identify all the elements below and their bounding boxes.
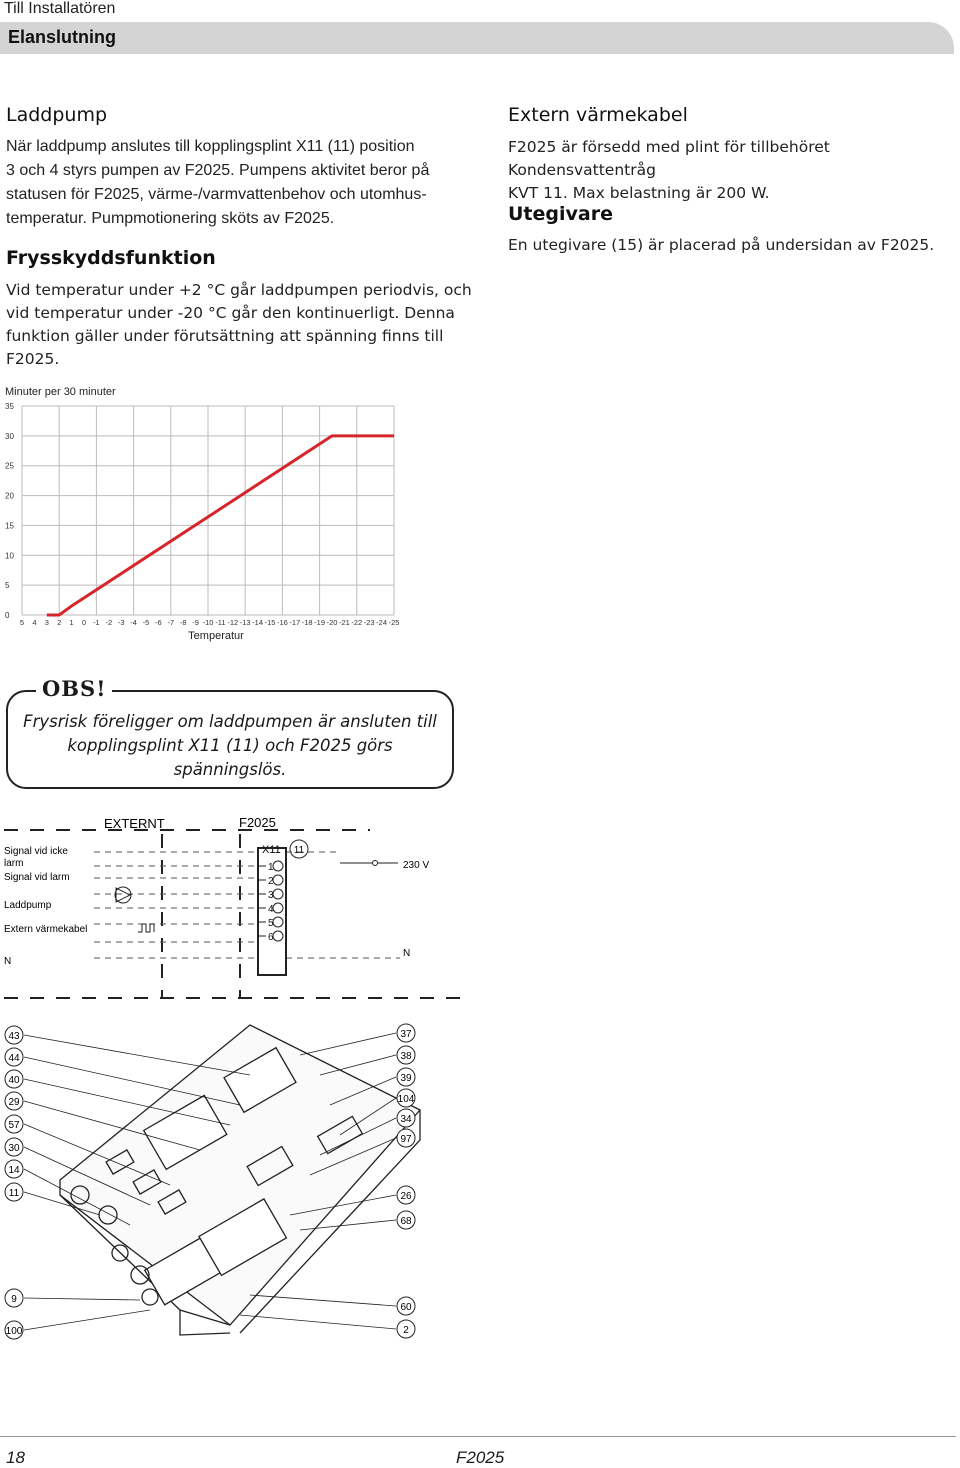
chart-x-tick-label: -24 (376, 618, 388, 627)
callout-ref: 29 (8, 1097, 20, 1108)
callout-ref: 37 (400, 1029, 412, 1040)
callout-ref: 44 (8, 1053, 20, 1064)
callout-ref: 26 (400, 1191, 412, 1202)
callout-leader (24, 1310, 150, 1330)
terminal-screw (273, 931, 283, 941)
obs-label: OBS! (36, 676, 112, 701)
heading-utegivare: Utegivare (508, 203, 613, 225)
heater-symbol (138, 924, 154, 932)
chart-x-ticks (20, 618, 400, 627)
callout-ref: 40 (8, 1075, 20, 1086)
laddpump-text: När laddpump anslutes till kopplingsplint X11 (11) position 3 och 4 styrs pumpen av F2025. Pumpens aktivitet beror på statusen för F2025, värme-/varmvattenbehov och utomhus- temperatur. Pumpmotionering sköts av F2025. (6, 138, 430, 227)
label-signal-ej-larm-1: Signal vid icke (4, 846, 68, 857)
terminal-screw (273, 861, 283, 871)
label-signal-ej-larm-2: larm (4, 858, 24, 869)
terminal-screw (273, 903, 283, 913)
chart-y-tick-label: 5 (5, 581, 10, 591)
chart-x-tick-label: -21 (338, 618, 350, 627)
chart-x-tick-label: -18 (301, 618, 313, 627)
label-n-right: N (403, 948, 411, 959)
frysskydd-text: Vid temperatur under +2 °C går laddpumpen periodvis, och vid temperatur under -20 °C går den kontinuerligt. Denna funktion gäller under förutsättning att spänning finns till F2025. (6, 281, 472, 368)
chart-x-tick-label: -8 (179, 618, 187, 627)
terminal-number: 3 (268, 890, 274, 901)
ref-11: 11 (293, 845, 305, 856)
callout-leader (240, 1315, 396, 1329)
terminal-screw (273, 917, 283, 927)
callout-ref: 11 (8, 1188, 20, 1199)
heading-frysskydd: Frysskyddsfunktion (6, 247, 216, 269)
label-laddpump: Laddpump (4, 900, 52, 911)
chart-x-tick-label: -19 (314, 618, 326, 627)
footer-product: F2025 (456, 1448, 505, 1467)
chart-x-tick-label: -22 (351, 618, 363, 627)
chart-x-tick-label: -4 (130, 618, 137, 627)
label-signal-larm: Signal vid larm (4, 872, 70, 883)
chart-y-tick-label: 10 (5, 551, 14, 561)
utegivare-text: En utegivare (15) är placerad på undersidan av F2025. (508, 236, 935, 254)
chapter-title: Till Installatören (4, 0, 116, 17)
terminal-screw (273, 875, 283, 885)
terminal-number: 4 (268, 904, 274, 915)
chart-x-tick-label: -9 (192, 618, 199, 627)
heading-extern-varmekabel: Extern värmekabel (508, 104, 688, 126)
chart-x-tick-label: -13 (239, 618, 251, 627)
footer-rule (0, 1436, 956, 1437)
terminal-number: 2 (268, 876, 274, 887)
callout-ref: 104 (397, 1094, 415, 1105)
chart-x-tick-label: -23 (363, 618, 375, 627)
chart-x-tick-label: -6 (155, 618, 162, 627)
chart-x-tick-label: -7 (167, 618, 175, 627)
chart-x-tick-label: -25 (388, 618, 400, 627)
chart-y-tick-label: 0 (5, 611, 10, 620)
label-230v: 230 V (403, 860, 430, 871)
pump-symbol (116, 888, 130, 902)
extern-text: F2025 är försedd med plint för tillbehöret Kondensvattentråg KVT 11. Max belastning är 200 W. (508, 138, 830, 202)
terminal-number: 1 (268, 862, 274, 873)
terminal-number: 5 (268, 918, 274, 929)
callout-leader (250, 1295, 396, 1306)
terminal-screw (273, 889, 283, 899)
chart-x-tick-label: 3 (44, 618, 49, 627)
callout-ref: 100 (5, 1326, 23, 1337)
label-externt: EXTERNT (104, 816, 165, 831)
terminal-rows (258, 861, 283, 943)
section-bar (0, 22, 954, 54)
page-number: 18 (6, 1448, 25, 1467)
chart-x-tick-label: -15 (264, 618, 276, 627)
callout-ref: 43 (8, 1031, 20, 1042)
callout-ref: 9 (11, 1294, 17, 1305)
callout-ref: 97 (400, 1134, 412, 1145)
chart-y-tick-label: 35 (5, 402, 14, 411)
chart-y-ticks (5, 402, 14, 620)
callout-ref: 38 (400, 1051, 412, 1062)
chart-y-tick-label: 25 (5, 461, 14, 471)
chart-y-tick-label: 20 (5, 491, 14, 501)
callout-ref: 2 (403, 1325, 409, 1336)
callout-ref: 39 (400, 1073, 412, 1084)
label-extern-varmekabel: Extern värmekabel (4, 924, 88, 935)
chart-y-tick-label: 30 (5, 431, 14, 441)
chart-x-tick-label: -3 (117, 618, 125, 627)
callout-ref: 14 (8, 1165, 20, 1176)
chart-x-tick-label: -1 (93, 618, 100, 627)
wiring-diagram (0, 808, 470, 1008)
chart-x-tick-label: -10 (202, 618, 214, 627)
callout-ref: 34 (400, 1114, 412, 1125)
callout-ref: 30 (8, 1143, 20, 1154)
chart-x-tick-label: 2 (57, 618, 62, 627)
chart-ylabel: Minuter per 30 minuter (5, 386, 116, 398)
section-title: Elanslutning (8, 27, 116, 47)
label-x11: X11 (262, 844, 281, 856)
callout-ref: 68 (400, 1216, 412, 1227)
callout-leader (300, 1033, 396, 1055)
callout-ref: 57 (8, 1120, 20, 1131)
obs-text: Frysrisk föreligger om laddpumpen är ansluten till kopplingsplint X11 (11) och F2025 görs spänningslös. (23, 712, 437, 779)
callout-leader (24, 1298, 140, 1300)
chart-x-tick-label: -14 (252, 618, 264, 627)
frost-protection-chart (0, 380, 460, 650)
chart-x-tick-label: 1 (69, 618, 74, 627)
chart-x-tick-label: -11 (215, 618, 226, 627)
chart-xlabel: Temperatur (188, 630, 244, 642)
chart-x-tick-label: -5 (142, 618, 150, 627)
chart-x-tick-label: -16 (276, 618, 288, 627)
chart-y-tick-label: 15 (5, 521, 14, 531)
chart-x-tick-label: -12 (227, 618, 239, 627)
label-f2025: F2025 (239, 815, 276, 830)
chart-x-tick-label: -2 (105, 618, 113, 627)
terminal-number: 6 (268, 932, 274, 943)
chart-x-tick-label: -17 (289, 618, 301, 627)
chart-x-tick-label: -20 (326, 618, 338, 627)
chart-x-tick-label: 4 (32, 618, 37, 627)
chart-x-tick-label: 5 (19, 618, 25, 627)
label-n-left: N (4, 956, 12, 967)
callout-ref: 60 (400, 1302, 412, 1313)
chart-x-tick-label: 0 (81, 618, 87, 627)
unit-drawing (0, 1015, 960, 1345)
heading-laddpump: Laddpump (6, 104, 108, 126)
